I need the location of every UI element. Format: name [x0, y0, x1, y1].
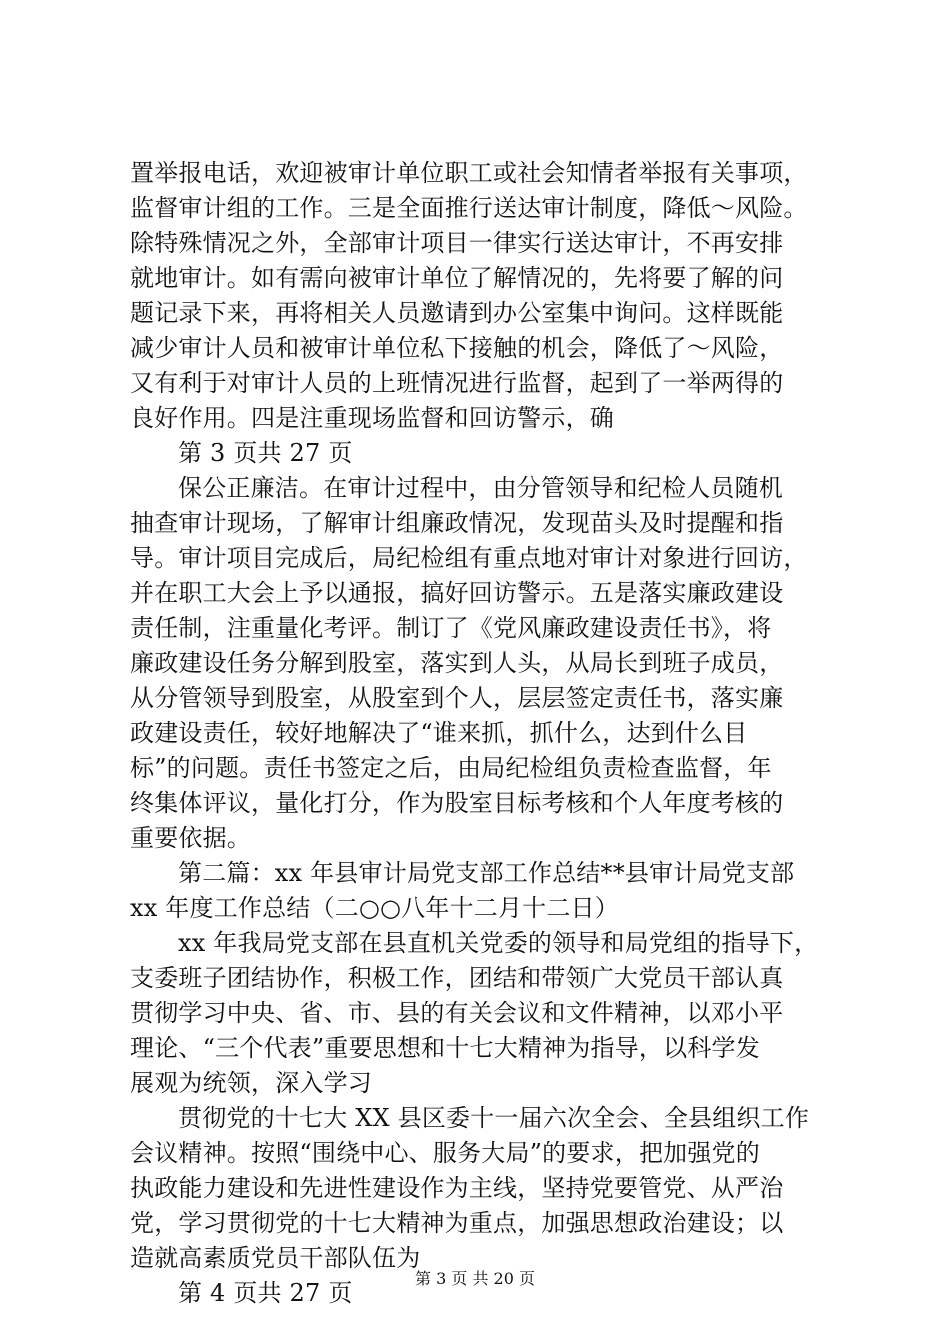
text-line: 又有利于对审计人员的上班情况进行监督，起到了一举两得的	[130, 369, 784, 397]
text-line: 第二篇：xx 年县审计局党支部工作总结**县审计局党支部	[178, 859, 795, 887]
text-line: 监督审计组的工作。三是全面推行送达审计制度，降低～风险。	[130, 194, 808, 222]
text-line: 理论、“三个代表”重要思想和十七大精神为指导，以科学发	[130, 1034, 760, 1062]
text-line: xx 年度工作总结（二○○八年十二月十二日）	[130, 894, 619, 922]
text-line: 贯彻党的十七大 XX 县区委十一届六次全会、全县组织工作	[178, 1104, 810, 1132]
text-line: 政建设责任，较好地解决了“谁来抓，抓什么，达到什么目	[130, 719, 748, 747]
text-line: 支委班子团结协作，积极工作，团结和带领广大党员干部认真	[130, 964, 784, 992]
text-line: 就地审计。如有需向被审计单位了解情况的，先将要了解的问	[130, 264, 784, 292]
text-line: 执政能力建设和先进性建设作为主线，坚持党要管党、从严治	[130, 1174, 784, 1202]
text-line: 终集体评议，量化打分，作为股室目标考核和个人年度考核的	[130, 789, 784, 817]
text-line: 责任制，注重量化考评。制订了《党风廉政建设责任书》，将	[130, 614, 772, 642]
text-line: 抽查审计现场，了解审计组廉政情况，发现苗头及时提醒和指	[130, 509, 784, 537]
text-line: 置举报电话，欢迎被审计单位职工或社会知情者举报有关事项，	[130, 159, 808, 187]
page-footer: 第 3 页 共 20 页	[415, 1269, 535, 1288]
text-line: 重要依据。	[130, 824, 251, 852]
text-line: 并在职工大会上予以通报，搞好回访警示。五是落实廉政建设	[130, 579, 784, 607]
text-line: 党，学习贯彻党的十七大精神为重点，加强思想政治建设；以	[130, 1209, 784, 1237]
text-line: 廉政建设任务分解到股室，落实到人头，从局长到班子成员，	[130, 649, 784, 677]
document-body	[130, 156, 850, 1311]
text-line: 造就高素质党员干部队伍为	[130, 1244, 421, 1272]
text-line: 保公正廉洁。在审计过程中，由分管领导和纪检人员随机	[178, 474, 783, 502]
text-line: 减少审计人员和被审计单位私下接触的机会，降低了～风险，	[130, 334, 784, 362]
text-line: 第 3 页共 27 页	[178, 439, 353, 467]
text-line: 第 4 页共 27 页	[178, 1279, 353, 1307]
text-line: 导。审计项目完成后，局纪检组有重点地对审计对象进行回访，	[130, 544, 808, 572]
text-line: 除特殊情况之外，全部审计项目一律实行送达审计，不再安排	[130, 229, 784, 257]
text-line: 题记录下来，再将相关人员邀请到办公室集中询问。这样既能	[130, 299, 784, 327]
text-line: 良好作用。四是注重现场监督和回访警示，确	[130, 404, 614, 432]
text-line: 从分管领导到股室，从股室到个人，层层签定责任书，落实廉	[130, 684, 784, 712]
text-line: 展观为统领，深入学习	[130, 1069, 372, 1097]
text-line: 贯彻学习中央、省、市、县的有关会议和文件精神，以邓小平	[130, 999, 784, 1027]
text-line: 标”的问题。责任书签定之后，由局纪检组负责检查监督，年	[130, 754, 772, 782]
text-line: 会议精神。按照“围绕中心、服务大局”的要求，把加强党的	[130, 1139, 760, 1167]
text-line: xx 年我局党支部在县直机关党委的领导和局党组的指导下，	[178, 929, 819, 957]
